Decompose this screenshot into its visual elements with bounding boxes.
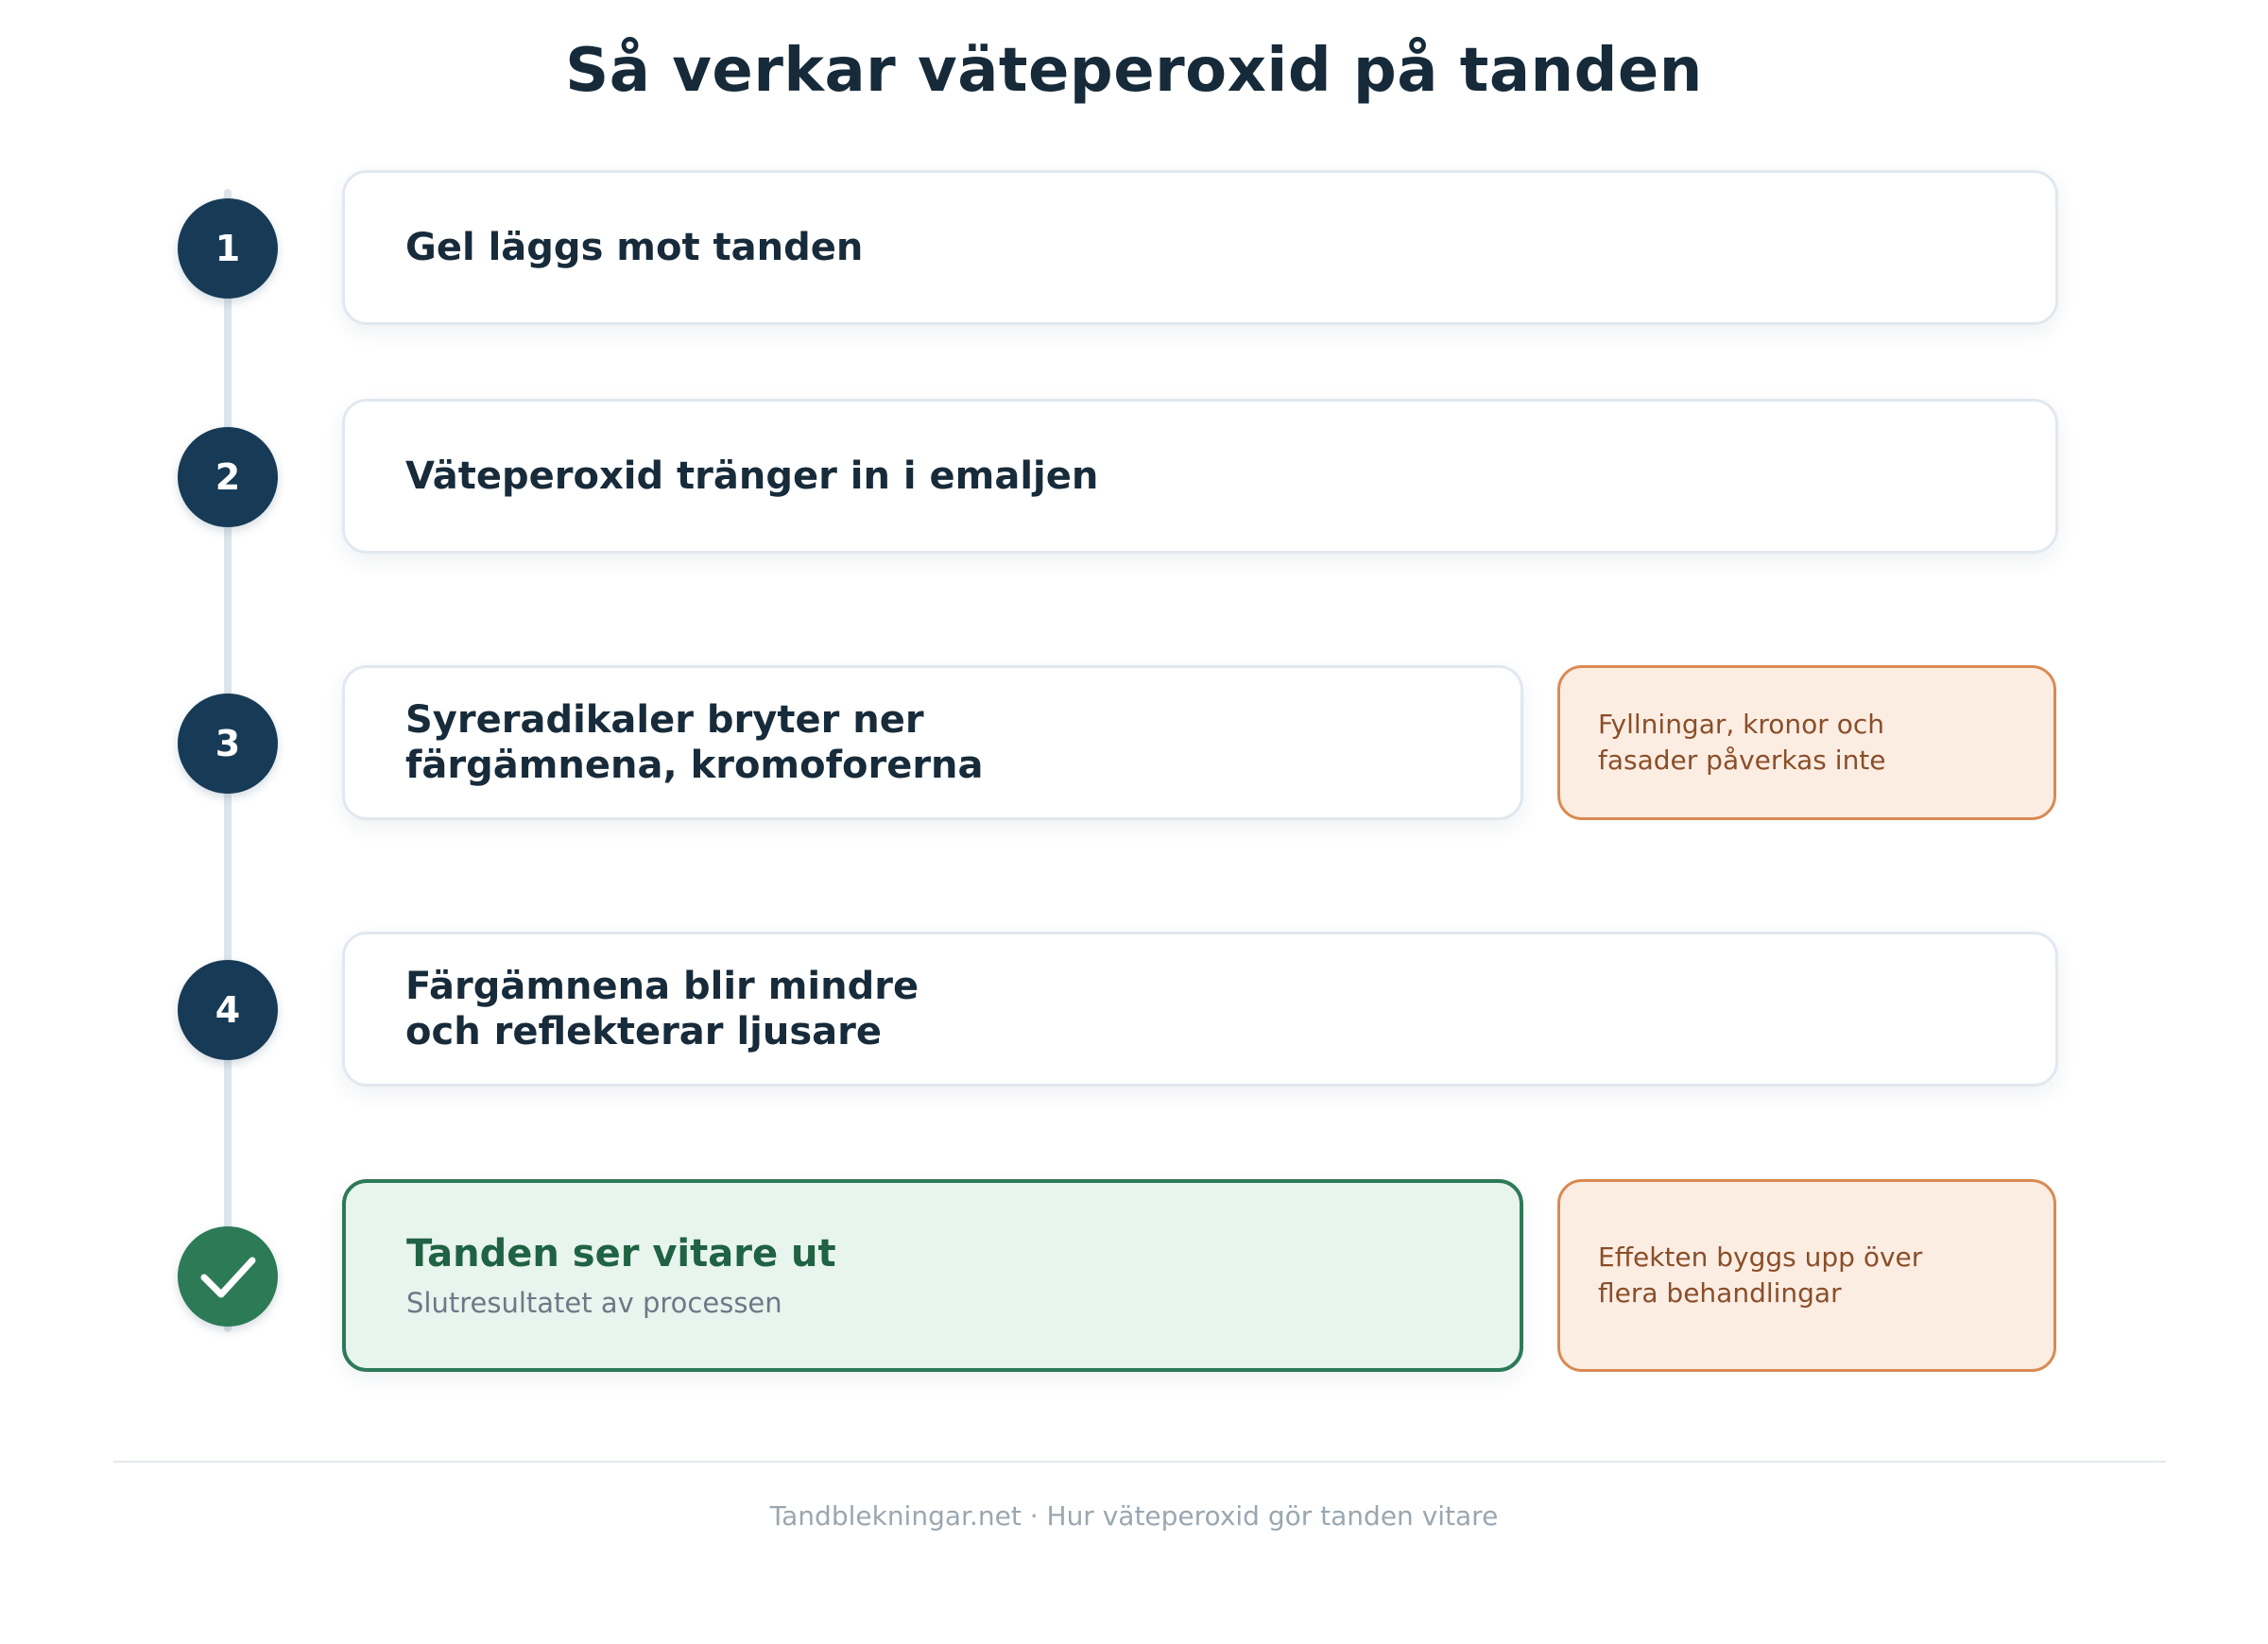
- result-subtitle: Slutresultatet av processen: [406, 1287, 782, 1319]
- step-2-marker: [178, 427, 278, 527]
- step-2-card: [342, 399, 2058, 554]
- step-4-title: Färgämnena blir mindre och reflekterar ljusare: [405, 965, 919, 1053]
- result-note: [1557, 1179, 2056, 1372]
- step-2-number: 2: [215, 456, 241, 498]
- step-3-note-text: Fyllningar, kronor och fasader påverkas inte: [1598, 709, 1886, 776]
- step-2-title: Väteperoxid tränger in i emaljen: [405, 454, 1099, 498]
- result-marker: [178, 1226, 278, 1327]
- result-note-text: Effekten byggs upp över flera behandlingar: [1598, 1242, 1923, 1309]
- step-4-number: 4: [215, 989, 241, 1031]
- step-3-title: Syreradikaler bryter ner färgämnena, kromoforerna: [405, 698, 984, 787]
- step-4-marker: [178, 960, 278, 1060]
- step-4-card: [342, 932, 2058, 1087]
- step-3-number: 3: [215, 723, 241, 764]
- checkmark-icon: [198, 1247, 257, 1306]
- step-3-card: [342, 665, 1523, 820]
- result-title: Tanden ser vitare ut: [406, 1232, 836, 1276]
- step-1-number: 1: [215, 228, 241, 269]
- step-1-card: [342, 170, 2058, 325]
- step-3-note: [1557, 665, 2056, 820]
- footer-divider: [113, 1461, 2166, 1463]
- result-card: [342, 1179, 1523, 1372]
- footer-text: Tandblekningar.net · Hur väteperoxid gör tanden vitare: [769, 1500, 1499, 1532]
- step-3-marker: [178, 694, 278, 794]
- step-1-marker: [178, 198, 278, 299]
- step-1-title: Gel läggs mot tanden: [405, 226, 864, 269]
- page-title: Så verkar väteperoxid på tanden: [565, 36, 1703, 106]
